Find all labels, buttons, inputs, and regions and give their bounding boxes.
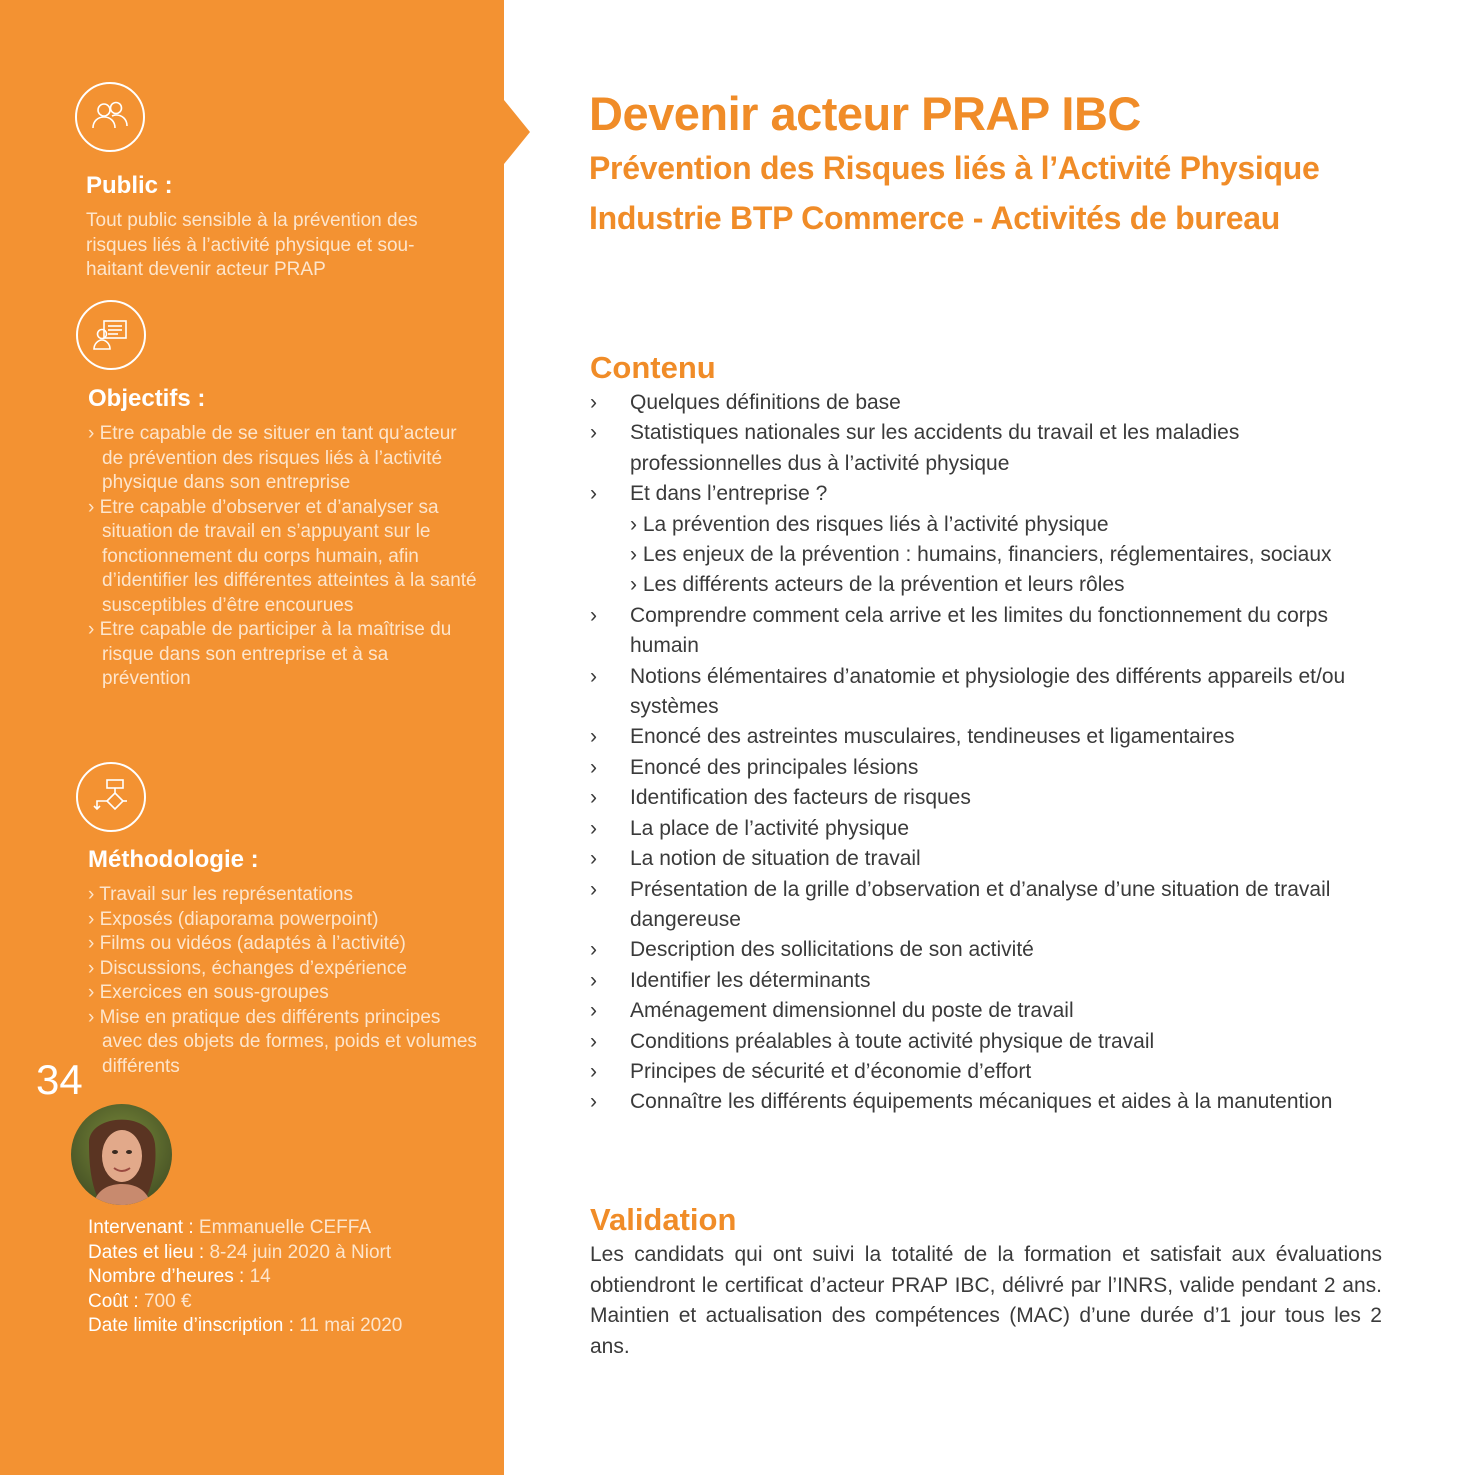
- info-label: Intervenant :: [88, 1217, 199, 1238]
- info-label: Coût :: [88, 1290, 144, 1312]
- contenu-item: [590, 388, 1350, 418]
- bullet-marker: ›: [590, 755, 597, 779]
- contenu-subitem: › Les enjeux de la prévention : humains, financiers, réglementaires, sociaux: [630, 543, 1332, 567]
- objectifs-list: [88, 422, 480, 692]
- info-item: [88, 1290, 402, 1315]
- list-item: › Etre capable de se situer en tant qu’acteur de prévention des risques liés à l’activité physique dans son entreprise: [88, 423, 457, 493]
- contenu-subitem: › La prévention des risques liés à l’activité physique: [630, 512, 1109, 536]
- bullet-marker: ›: [590, 1029, 597, 1053]
- page-number: 34: [36, 1056, 83, 1103]
- info-item: [88, 1314, 402, 1339]
- contenu-item: [590, 996, 1350, 1026]
- list-item: › Exposés (diaporama powerpoint): [88, 908, 379, 930]
- contenu-item: [590, 966, 1350, 996]
- info-item: [88, 1241, 402, 1266]
- sidebar-notch: [504, 100, 530, 164]
- contenu-heading: Contenu: [590, 350, 716, 385]
- list-item: › Exercices en sous-groupes: [88, 982, 329, 1003]
- public-line: haitant devenir acteur PRAP: [86, 259, 326, 280]
- bullet-marker: ›: [590, 391, 597, 414]
- info-value: Emmanuelle CEFFA: [198, 1217, 372, 1238]
- contenu-item-text: Et dans l’entreprise ?: [630, 482, 828, 506]
- bullet-marker: ›: [590, 816, 597, 840]
- contenu-item: [590, 1087, 1350, 1117]
- contenu-item-text: Présentation de la grille d’observation et d’analyse d’une situation de travail dangereuse: [630, 877, 1331, 931]
- contenu-item: [590, 418, 1350, 479]
- info-value: 11 mai 2020: [299, 1315, 403, 1336]
- bullet-marker: ›: [590, 725, 597, 749]
- public-heading: Public :: [86, 172, 173, 199]
- list-item: › Discussions, échanges d’expérience: [88, 957, 407, 979]
- contenu-item-text: La notion de situation de travail: [630, 847, 921, 871]
- instructor-photo: [71, 1104, 172, 1205]
- contenu-item-text: Enoncé des principales lésions: [630, 755, 919, 779]
- contenu-item: [590, 783, 1350, 813]
- info-value: 8-24 juin 2020 à Niort: [209, 1241, 392, 1263]
- contenu-item: [590, 722, 1350, 752]
- contenu-item-text: Description des sollicitations de son activité: [630, 938, 1034, 962]
- contenu-list: [590, 388, 1350, 1118]
- sidebar: [0, 0, 504, 1475]
- contenu-item: [590, 814, 1350, 844]
- contenu-item-text: Notions élémentaires d’anatomie et physiologie des différents appareils et/ou systèmes: [630, 664, 1346, 719]
- bullet-marker: ›: [590, 786, 597, 810]
- contenu-item-text: Connaître les différents équipements mécaniques et aides à la manutention: [630, 1090, 1333, 1114]
- list-item: › Films ou vidéos (adaptés à l’activité): [88, 933, 406, 954]
- methodologie-list: [88, 883, 480, 1079]
- info-label: Dates et lieu :: [88, 1241, 210, 1263]
- contenu-item-text: Aménagement dimensionnel du poste de travail: [630, 999, 1074, 1023]
- page-title: Devenir acteur PRAP IBC: [589, 87, 1141, 140]
- bullet-marker: ›: [590, 482, 597, 506]
- info-item: [88, 1216, 402, 1241]
- bullet-marker: ›: [590, 999, 597, 1023]
- contenu-item-text: Principes de sécurité et d’économie d’effort: [630, 1059, 1032, 1083]
- methodologie-heading: Méthodologie :: [88, 846, 259, 873]
- contenu-item-text: Identification des facteurs de risques: [630, 786, 971, 810]
- list-item: › Mise en pratique des différents principes avec des objets de formes, poids et volumes différents: [88, 1006, 477, 1077]
- bullet-marker: ›: [590, 664, 597, 688]
- bullet-marker: ›: [590, 1059, 597, 1083]
- bullet-marker: ›: [590, 877, 597, 901]
- validation-text: Les candidats qui ont suivi la totalité de la formation et satisfait aux évaluations obtiendront le certificat d’acteur PRAP IBC, délivré par l’INRS, valide pendant 2 ans. Maintien et actualisation des compétences (MAC) d’une durée d’1 jour tous les 2 ans.: [590, 1243, 1382, 1358]
- contenu-item-text: Enoncé des astreintes musculaires, tendineuses et ligamentaires: [630, 725, 1235, 749]
- list-item: › Etre capable de participer à la maîtrise du risque dans son entreprise et à sa prévention: [88, 619, 452, 689]
- bullet-marker: ›: [590, 938, 597, 962]
- contenu-item: [590, 875, 1350, 936]
- bullet-marker: ›: [590, 847, 597, 871]
- info-item: [88, 1265, 402, 1290]
- bullet-marker: ›: [590, 603, 597, 627]
- info-label: Date limite d’inscription :: [88, 1315, 300, 1336]
- presentation-icon: [76, 300, 146, 370]
- info-label: Nombre d’heures :: [88, 1266, 250, 1287]
- contenu-item: [590, 1027, 1350, 1057]
- people-icon: [75, 82, 145, 152]
- bullet-marker: ›: [590, 968, 597, 992]
- public-line: risques liés à l’activité physique et sou-: [86, 234, 415, 256]
- info-value: 14: [249, 1266, 271, 1287]
- contenu-item: [590, 662, 1350, 723]
- contenu-item-text: Comprendre comment cela arrive et les limites du fonctionnement du corps humain: [630, 603, 1328, 658]
- info-list: [88, 1216, 402, 1339]
- page-subtitle-1: Prévention des Risques liés à l’Activité Physique: [589, 150, 1320, 186]
- public-text: [86, 209, 476, 283]
- list-item: › Travail sur les représentations: [88, 884, 354, 905]
- bullet-marker: ›: [590, 1090, 597, 1114]
- flowchart-icon: [76, 762, 146, 832]
- contenu-item: [590, 1057, 1350, 1087]
- contenu-item: [590, 844, 1350, 874]
- validation-heading: Validation: [590, 1202, 737, 1237]
- contenu-item: [590, 935, 1350, 965]
- contenu-item-text: Quelques définitions de base: [630, 391, 901, 414]
- list-item: › Etre capable d’observer et d’analyser sa situation de travail en s’appuyant sur le fonctionnement du corps humain, afin d’identifier les différentes atteintes à la santé susceptibles d’être encourues: [88, 496, 477, 616]
- contenu-item: [590, 601, 1350, 662]
- contenu-item-text: Statistiques nationales sur les accidents du travail et les maladies professionnelles dus à l’activité physique: [630, 421, 1240, 475]
- public-line: Tout public sensible à la prévention des: [86, 210, 418, 231]
- page-subtitle-2: Industrie BTP Commerce - Activités de bureau: [589, 200, 1280, 236]
- contenu-subitem: › Les différents acteurs de la prévention et leurs rôles: [630, 573, 1125, 597]
- objectifs-heading: Objectifs :: [88, 385, 206, 412]
- contenu-item-text: La place de l’activité physique: [630, 816, 910, 840]
- bullet-marker: ›: [590, 421, 597, 445]
- contenu-item: [590, 753, 1350, 783]
- contenu-item: [590, 479, 1350, 509]
- contenu-item-text: Identifier les déterminants: [630, 968, 871, 992]
- info-value: 700 €: [143, 1290, 192, 1312]
- contenu-item-text: Conditions préalables à toute activité physique de travail: [630, 1029, 1155, 1053]
